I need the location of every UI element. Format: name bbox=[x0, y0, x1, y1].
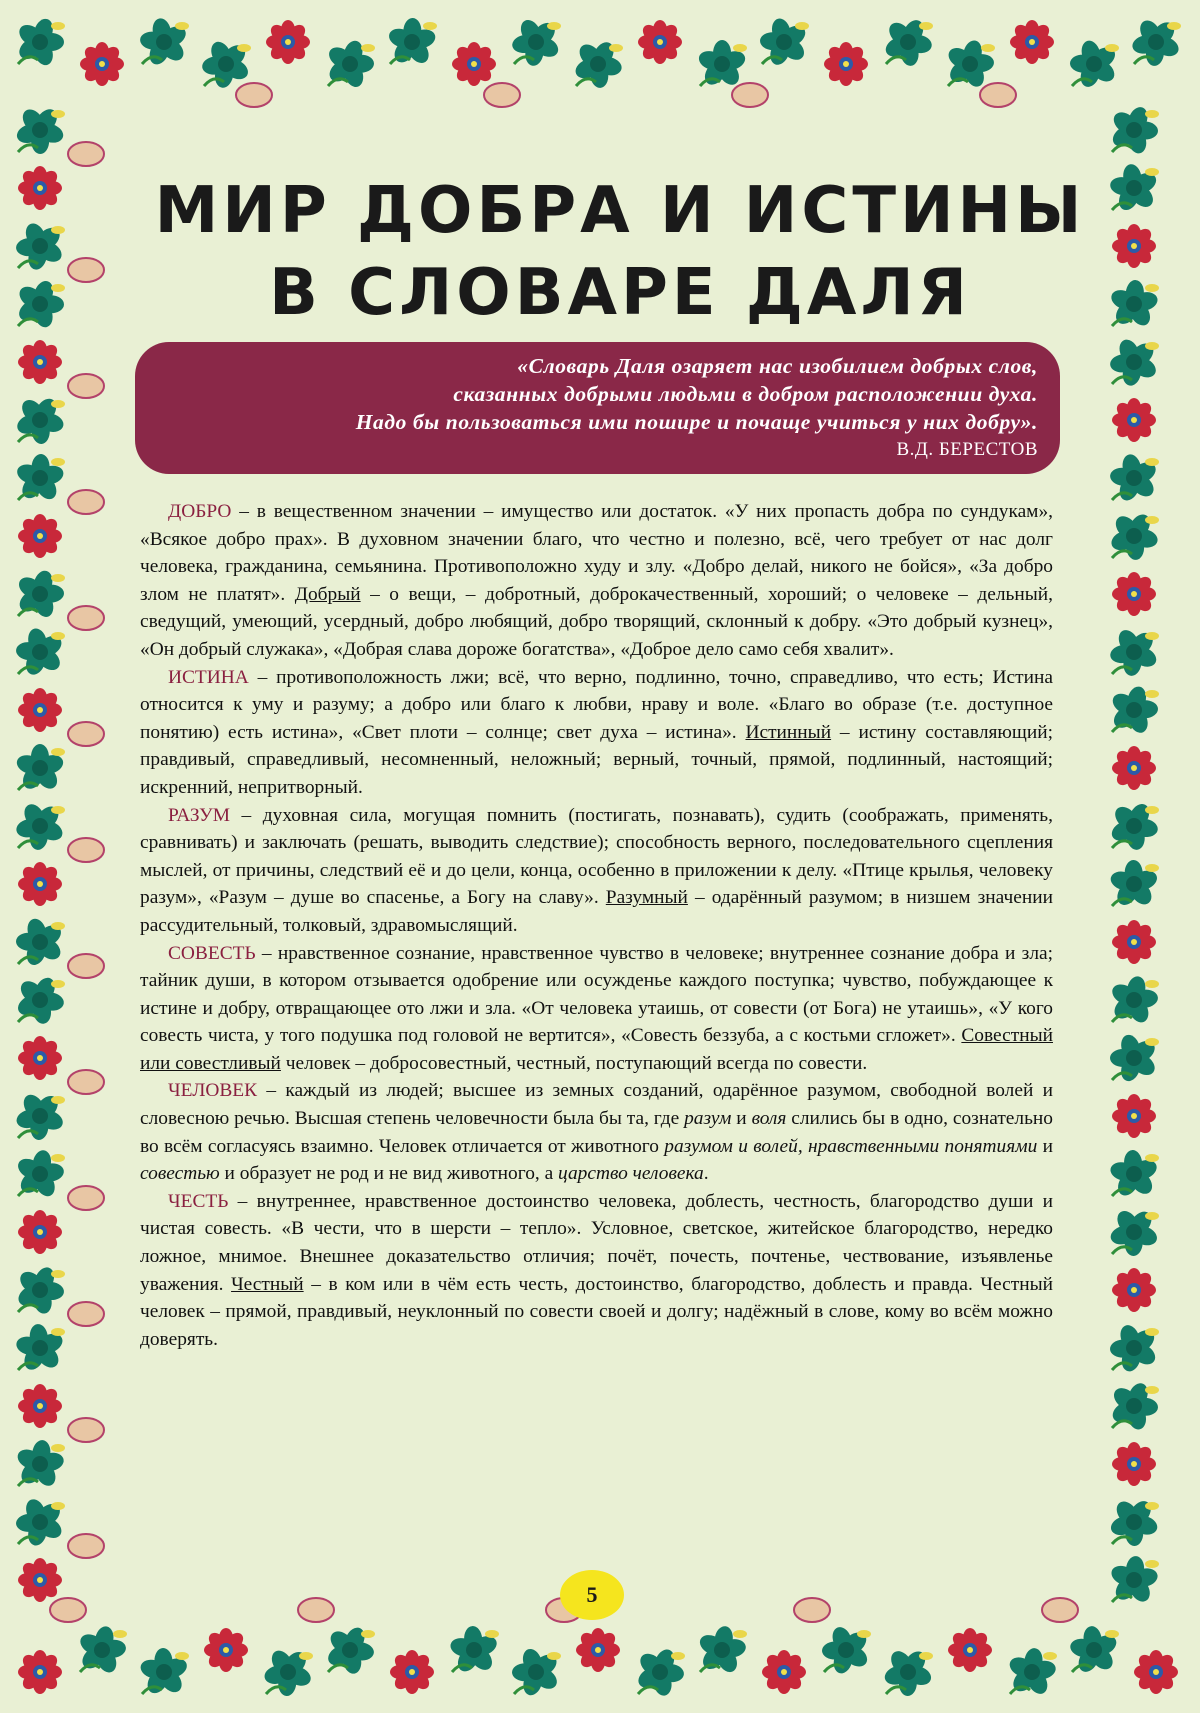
flower-ornament bbox=[266, 20, 310, 64]
leaf-ornament bbox=[15, 220, 65, 271]
petal-ornament bbox=[68, 1186, 104, 1210]
leaf-ornament bbox=[15, 278, 65, 329]
leaf-ornament bbox=[1108, 279, 1159, 329]
entry-derivative: Совестный или совестливый bbox=[140, 1025, 1053, 1074]
entry-text: и образует не род и не вид животного, а bbox=[219, 1163, 559, 1185]
leaf-ornament bbox=[15, 1496, 65, 1547]
leaf-ornament bbox=[1109, 1149, 1160, 1199]
entry-emphasis: совестью bbox=[140, 1163, 220, 1185]
entry-emphasis: разум bbox=[684, 1108, 732, 1130]
flower-ornament bbox=[452, 42, 496, 86]
flower-ornament bbox=[576, 1628, 620, 1672]
leaf-ornament bbox=[263, 1647, 314, 1697]
leaf-ornament bbox=[1109, 1380, 1159, 1431]
leaf-ornament bbox=[1110, 1322, 1159, 1373]
flower-ornament bbox=[18, 688, 62, 732]
entry-emphasis: царство человека bbox=[558, 1163, 704, 1185]
petal-ornament bbox=[68, 374, 104, 398]
leaf-ornament bbox=[14, 1439, 65, 1489]
leaf-ornament bbox=[1109, 453, 1159, 504]
leaf-ornament bbox=[572, 39, 623, 89]
leaf-ornament bbox=[14, 395, 65, 445]
entry-istina bbox=[140, 664, 1053, 802]
petal-ornament bbox=[68, 722, 104, 746]
leaf-ornament bbox=[15, 974, 65, 1025]
flower-ornament bbox=[18, 1036, 62, 1080]
flower-ornament bbox=[18, 514, 62, 558]
leaf-ornament bbox=[15, 1264, 65, 1315]
flower-ornament bbox=[18, 340, 62, 384]
entry-text: – истину составляющий; правдивый, справедливый, несомненный, неложный; верный, точный, прямой, подлинный, настоящий; искренний, непритворный. bbox=[140, 721, 1053, 798]
leaf-ornament bbox=[14, 105, 65, 154]
petal-ornament bbox=[68, 1534, 104, 1558]
leaf-ornament bbox=[386, 18, 437, 67]
entry-term: РАЗУМ bbox=[168, 804, 231, 826]
leaf-ornament bbox=[1109, 684, 1159, 735]
leaf-ornament bbox=[1109, 163, 1160, 214]
entry-text: и bbox=[731, 1108, 752, 1130]
leaf-ornament bbox=[1109, 801, 1160, 851]
leaf-ornament bbox=[14, 454, 65, 503]
leaf-ornament bbox=[882, 1647, 933, 1696]
petal-ornament bbox=[68, 1070, 104, 1094]
leaf-ornament bbox=[15, 1149, 65, 1200]
flower-ornament bbox=[1010, 20, 1054, 64]
flower-ornament bbox=[18, 1384, 62, 1428]
entry-text: и bbox=[1037, 1135, 1053, 1157]
flower-ornament bbox=[948, 1628, 992, 1672]
petal-ornament bbox=[732, 83, 768, 107]
entry-text: – в ком или в чём есть честь, достоинство, благородство, доблесть и правда. Честный человек – прямой, правдивый, неуклонный по совести своей и долгу; надёжный в слове, кому во всём можно доверять. bbox=[140, 1273, 1053, 1350]
entry-text: – противоположность лжи; всё, что верно, подлинно, точно, справедливо, что есть; Истина относится к уму и разуму; а добро или благо к любви, нраву и воле. «Благо во образе (т.е. доступное понятию) есть истина», «Свет плоти – солнце; свет духа – истина». bbox=[140, 666, 1053, 743]
leaf-ornament bbox=[945, 39, 995, 90]
entry-chest bbox=[140, 1188, 1053, 1354]
flower-ornament bbox=[1112, 398, 1156, 442]
petal-ornament bbox=[68, 258, 104, 282]
petal-ornament bbox=[50, 1598, 86, 1622]
petal-ornament bbox=[484, 83, 520, 107]
leaf-ornament bbox=[1108, 1497, 1159, 1546]
entry-derivative: Честный bbox=[231, 1273, 304, 1295]
entry-razum bbox=[140, 802, 1053, 940]
leaf-ornament bbox=[512, 1646, 561, 1697]
leaf-ornament bbox=[1109, 104, 1159, 155]
leaf-ornament bbox=[1131, 17, 1182, 67]
leaf-ornament bbox=[635, 1646, 685, 1697]
petal-ornament bbox=[68, 606, 104, 630]
flower-ornament bbox=[1112, 746, 1156, 790]
flower-ornament bbox=[18, 1650, 62, 1694]
page-number: 5 bbox=[560, 1570, 624, 1620]
leaf-ornament bbox=[77, 1625, 127, 1676]
flower-ornament bbox=[1112, 572, 1156, 616]
entry-emphasis: воля bbox=[751, 1108, 787, 1130]
flower-ornament bbox=[18, 1210, 62, 1254]
petal-ornament bbox=[980, 83, 1016, 107]
leaf-ornament bbox=[139, 17, 189, 68]
title-line-1: МИР ДОБРА И ИСТИНЫ bbox=[154, 174, 1086, 248]
entry-term: ЧЕЛОВЕК bbox=[168, 1080, 258, 1102]
entry-text: . bbox=[703, 1163, 709, 1185]
leaf-ornament bbox=[882, 17, 933, 67]
epigraph-line: «Словарь Даля озаряет нас изобилием добрых слов, bbox=[517, 354, 1038, 378]
leaf-ornament bbox=[1006, 1647, 1057, 1697]
leaf-ornament bbox=[15, 627, 65, 678]
leaf-ornament bbox=[697, 1625, 748, 1676]
entry-chelovek bbox=[140, 1077, 1053, 1187]
leaf-ornament bbox=[1109, 627, 1160, 677]
entry-text: – одарённый разумом; в низшем значении рассудительный, толковый, здравомыслящий. bbox=[140, 887, 1053, 936]
entry-emphasis: разумом и волей, нравственными понятиями bbox=[664, 1135, 1038, 1157]
leaf-ornament bbox=[1108, 1207, 1159, 1256]
epigraph-line: Надо бы пользоваться ими пошире и почаще учиться у них добру». bbox=[355, 410, 1038, 434]
flower-ornament bbox=[390, 1650, 434, 1694]
leaf-ornament bbox=[15, 568, 65, 619]
leaf-ornament bbox=[14, 744, 65, 793]
flower-ornament bbox=[80, 42, 124, 86]
entry-term: ЧЕСТЬ bbox=[168, 1190, 229, 1212]
entry-text: – в вещественном значении – имущество или достаток. «У них пропасть добра по сундукам», «Всякое добро прах». В духовном значении благо, что честно и полезно, всё, чего требует от нас долг человека, гражданина, семьянина. Противоположно худу и злу. «Добро делай, никого не бойся», «За добро злом не платят». bbox=[140, 501, 1053, 605]
entry-derivative: Истинный bbox=[745, 721, 832, 743]
flower-ornament bbox=[638, 20, 682, 64]
entry-term: СОВЕСТЬ bbox=[168, 942, 256, 964]
petal-ornament bbox=[236, 83, 272, 107]
leaf-ornament bbox=[15, 1091, 66, 1141]
flower-ornament bbox=[762, 1650, 806, 1694]
leaf-ornament bbox=[1109, 336, 1159, 387]
entry-text: – о вещи, – добротный, доброкачественный, хороший; о человеке – дельный, сведущий, умеющий, усердный, добро любящий, добро творящий, склонный к добру. «Это добрый кузнец», «Он добрый служака», «Добрая слава дороже богатства», «Доброе дело само себя хвалит». bbox=[140, 583, 1053, 660]
leaf-ornament bbox=[1070, 38, 1119, 89]
flower-ornament bbox=[1112, 1094, 1156, 1138]
leaf-ornament bbox=[1069, 1625, 1120, 1675]
dictionary-article bbox=[140, 498, 1053, 1353]
leaf-ornament bbox=[1109, 975, 1159, 1026]
entry-term: ИСТИНА bbox=[168, 666, 249, 688]
leaf-ornament bbox=[325, 1624, 375, 1675]
leaf-ornament bbox=[511, 17, 562, 67]
flower-ornament bbox=[1134, 1650, 1178, 1694]
flower-ornament bbox=[1112, 224, 1156, 268]
leaf-ornament bbox=[822, 1624, 871, 1675]
entry-sovest bbox=[140, 940, 1053, 1078]
epigraph-author: В.Д. БЕРЕСТОВ bbox=[896, 439, 1038, 460]
entry-text: – нравственное сознание, нравственное чувство в человеке; внутреннее сознание добра и зла; тайник души, в котором отзывается одобрение или осужденье каждого поступка; чувство, побуждающее к истине и добру, отвращающее ото лжи и зла. «От человека утаишь, от совести (от Бога) не утаишь», «У кого совесть чиста, у того подушка под головой не вертится», «Совесть беззуба, а с костьми сгложет». bbox=[140, 942, 1053, 1047]
epigraph-box bbox=[135, 342, 1060, 474]
flower-ornament bbox=[18, 166, 62, 210]
entry-text: – внутреннее, нравственное достоинство человека, доблесть, честность, благородство души и чистая совесть. «В чести, что в шерсти – тепло». Условное, светское, житейское благородство, нередко ложное, мнимое. Внешнее доказательство отличия; почёт, почесть, почтенье, чествование, изъявленье уважения. bbox=[140, 1190, 1053, 1295]
entry-dobro bbox=[140, 498, 1053, 664]
leaf-ornament bbox=[15, 801, 66, 851]
entry-text: человек – добросовестный, честный, поступающий всегда по совести. bbox=[280, 1052, 868, 1074]
flower-ornament bbox=[1112, 1268, 1156, 1312]
leaf-ornament bbox=[1108, 1555, 1159, 1605]
flower-ornament bbox=[204, 1628, 248, 1672]
leaf-ornament bbox=[138, 1648, 189, 1697]
leaf-ornament bbox=[15, 1323, 66, 1373]
flower-ornament bbox=[18, 862, 62, 906]
entry-text: – духовная сила, могущая помнить (постигать, познавать), судить (соображать, применять, сравнивать) и заключать (решать, выводить следствие); способность верного, последовательного сцепления мыслей, от причины, следствий её и до цели, конца, особенно в приложении к делу. «Птице крылья, человеку разум», «Разум – душе во спасенье, а Богу на славу». bbox=[140, 804, 1053, 909]
entry-derivative: Разумный bbox=[605, 887, 688, 909]
petal-ornament bbox=[68, 490, 104, 514]
entry-derivative: Добрый bbox=[294, 583, 361, 605]
leaf-ornament bbox=[1108, 511, 1159, 561]
entry-term: ДОБРО bbox=[168, 501, 232, 522]
leaf-ornament bbox=[759, 17, 809, 68]
flower-ornament bbox=[824, 42, 868, 86]
leaf-ornament bbox=[696, 40, 747, 89]
flower-ornament bbox=[18, 1558, 62, 1602]
petal-ornament bbox=[794, 1598, 830, 1622]
leaf-ornament bbox=[325, 38, 375, 89]
flower-ornament bbox=[1112, 920, 1156, 964]
page-title bbox=[140, 170, 1100, 334]
leaf-ornament bbox=[201, 38, 251, 89]
leaf-ornament bbox=[1110, 1032, 1159, 1083]
title-line-2: В СЛОВАРЕ ДАЛЯ bbox=[269, 256, 971, 330]
leaf-ornament bbox=[449, 1625, 500, 1675]
petal-ornament bbox=[68, 838, 104, 862]
flower-ornament bbox=[1112, 1442, 1156, 1486]
leaf-ornament bbox=[1108, 860, 1159, 909]
entry-text: – каждый из людей; высшее из земных созданий, одарённое разумом, свободной волей и словесною речью. Высшая степень человечности была бы та, где bbox=[140, 1080, 1053, 1130]
petal-ornament bbox=[1042, 1598, 1078, 1622]
petal-ornament bbox=[68, 1302, 104, 1326]
leaf-ornament bbox=[16, 916, 65, 967]
petal-ornament bbox=[68, 142, 104, 166]
petal-ornament bbox=[298, 1598, 334, 1622]
entry-text: слились бы в одно, сознательно во всём согласуясь взаимно. Человек отличается от животного bbox=[140, 1108, 1053, 1157]
petal-ornament bbox=[68, 1418, 104, 1442]
epigraph-line: сказанных добрыми людьми в добром расположении духа. bbox=[453, 382, 1038, 406]
petal-ornament bbox=[68, 954, 104, 978]
leaf-ornament bbox=[15, 16, 65, 67]
